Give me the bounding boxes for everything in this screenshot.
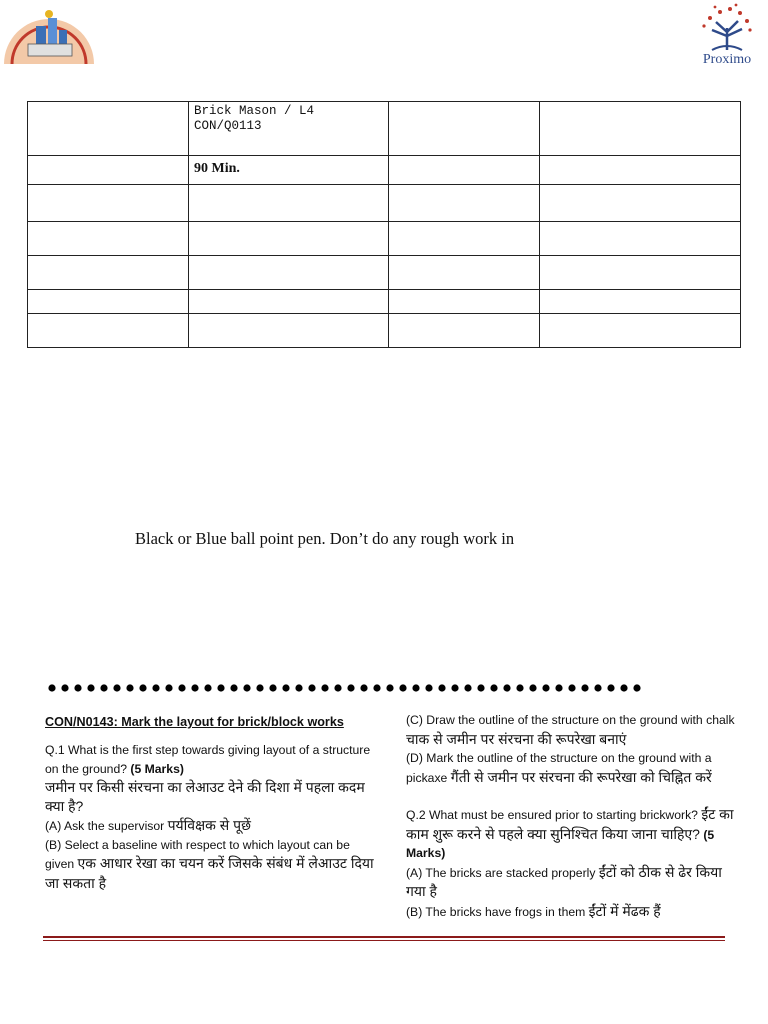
option-a-en: (A) Ask the supervisor [45,819,165,833]
question-1-text: Q.1 What is the first step towards giving layout of a structure on the ground? [45,743,371,776]
table-cell [28,102,189,156]
table-cell [28,156,189,185]
table-cell [540,290,741,314]
q2-option-a-en: (A) The bricks are stacked properly [406,865,596,880]
option-d-en: (D) Mark the outline of the structure on the ground with a pickaxe [406,751,712,785]
option-b-hi: एक आधार रेखा का चयन करें जिसके संबंध में लेआउट दिया जा सकता है [45,855,374,891]
table-cell [540,314,741,348]
proximo-logo [690,2,764,68]
option-d-hi: गैंती से जमीन पर संरचना की रूपरेखा को चिह्नित करें [450,768,712,785]
table-cell [28,314,189,348]
table-cell [189,314,389,348]
table-cell-job-role: Brick Mason / L4 CON/Q0113 [189,102,389,156]
table-cell [189,256,389,290]
table-cell [189,290,389,314]
table-cell [540,156,741,185]
table-row [28,222,741,256]
table-cell [28,256,189,290]
right-question-column [406,711,736,921]
option-a-hi: पर्यविक्षक से पूछें [167,817,251,833]
table-row [28,256,741,290]
table-row [28,185,741,222]
question-2 [406,805,736,863]
table-row [28,290,741,314]
q2-option-a-hi: ईंटों को ठीक से ढेर किया गया है [406,863,722,899]
option-c [406,711,736,749]
table-row [28,314,741,348]
table-cell [540,185,741,222]
proximo-wordmark: Proximo [702,52,752,67]
table-cell [189,185,389,222]
question-2-marks: (5 Marks) [406,827,715,860]
question-1 [45,741,375,778]
nos-heading: CON/N0143: Mark the layout for brick/block works [45,715,344,729]
question-1-hindi: जमीन पर किसी संरचना का लेआउट देने की दिशा में पहला कदम क्या है? [45,779,365,814]
option-b [45,836,375,894]
dotted-separator [47,681,647,695]
exam-instruction: Black or Blue ball point pen. Don’t do any rough work in [135,529,515,548]
table-cell [389,256,540,290]
q2-option-b-hi: ईंटों में मेंढक हैं [588,902,661,919]
table-cell [389,102,540,156]
option-c-en: (C) Draw the outline of the structure on the ground with chalk [406,713,735,727]
table-cell [389,156,540,185]
q2-option-b-en: (B) The bricks have frogs in them [406,904,586,919]
table-cell [189,222,389,256]
q2-option-a [406,863,736,902]
table-cell [28,222,189,256]
option-d [406,749,736,787]
table-cell [540,256,741,290]
exam-info-table [27,101,741,348]
q2-option-b [406,902,736,922]
table-cell [389,222,540,256]
table-row [28,102,741,156]
csdc-logo [4,0,94,64]
question-1-marks: (5 Marks) [130,761,184,776]
table-cell [540,102,741,156]
table-cell [389,290,540,314]
table-cell [389,314,540,348]
table-cell-duration: 90 Min. [189,156,389,185]
table-cell [389,185,540,222]
option-b-en: (B) Select a baseline with respect to which layout can be given [45,837,350,871]
option-c-hi: चाक से जमीन पर संरचना की रूपरेखा बनाएं [406,730,627,747]
left-question-column [45,713,375,893]
question-2-text: Q.2 What must be ensured prior to starting brickwork? [406,808,698,822]
table-cell [540,222,741,256]
question-2-hindi: ईंट का काम शुरू करने से पहले क्या सुनिश्चित किया जाना चाहिए? [406,806,734,842]
table-row [28,156,741,185]
table-cell [28,185,189,222]
option-a [45,816,375,836]
table-cell [28,290,189,314]
footer-rule [43,936,725,941]
tree-icon [690,2,764,52]
